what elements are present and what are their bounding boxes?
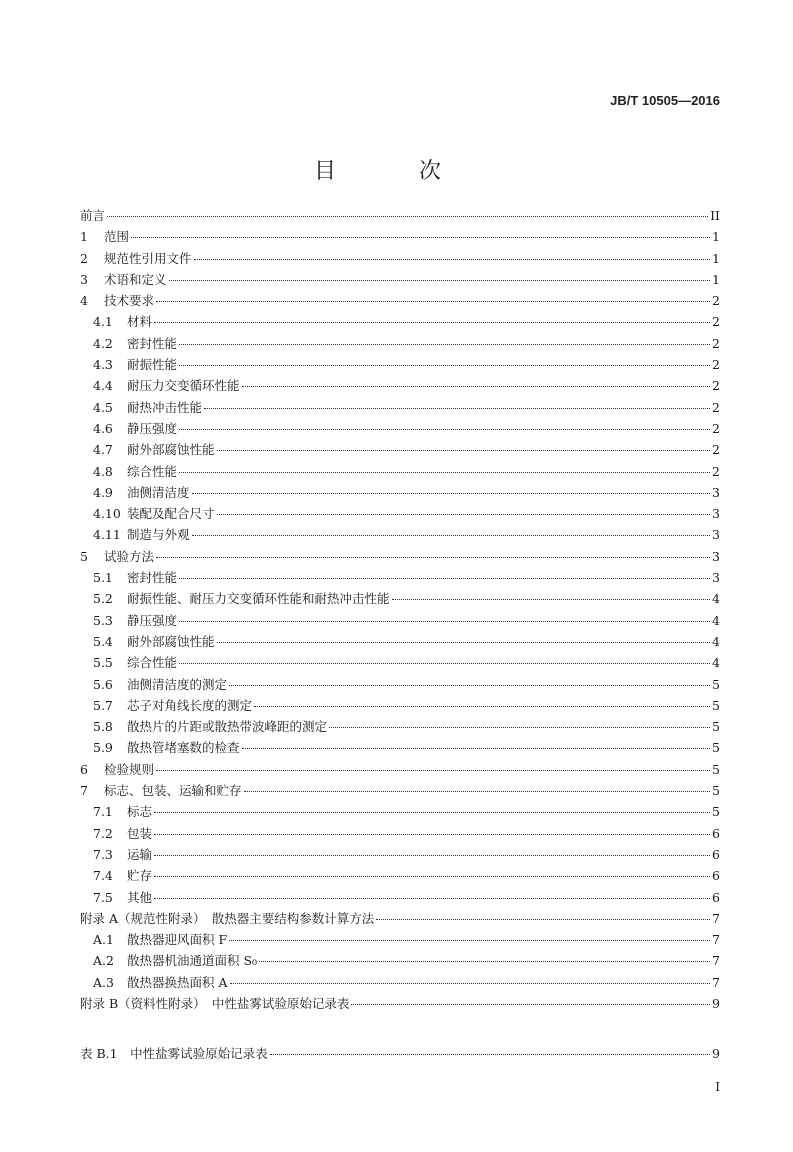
toc-entry-page: 4 <box>712 633 720 649</box>
toc-entry-title: 静压强度 <box>127 612 178 628</box>
toc-entry[interactable] <box>80 290 720 311</box>
toc-entry-page: 5 <box>712 697 720 713</box>
dot-leader <box>229 685 710 686</box>
toc-entry[interactable] <box>80 546 720 567</box>
toc-entry-number: 7.2 <box>93 825 113 841</box>
toc-entry-page: 2 <box>712 399 720 415</box>
toc-entry-title: 静压强度 <box>127 420 178 436</box>
toc-entry[interactable] <box>80 567 720 588</box>
toc-entry-page: 7 <box>712 953 720 969</box>
toc-entry[interactable] <box>80 950 720 971</box>
toc-entry-number: 7.1 <box>93 804 113 820</box>
toc-entry-number: 4.2 <box>93 335 113 351</box>
toc-entry-title: 装配及配合尺寸 <box>127 506 215 522</box>
toc-entry-number: 7.3 <box>93 846 113 862</box>
toc-entry[interactable] <box>80 248 720 269</box>
dot-leader <box>217 642 710 643</box>
toc-entry-title: 范围 <box>104 229 130 245</box>
toc-entry-page: 2 <box>712 442 720 458</box>
toc-entry-title: 油侧清洁度的测定 <box>127 676 228 692</box>
toc-entry-number: 4.5 <box>93 399 113 415</box>
dot-leader <box>351 1004 710 1005</box>
toc-entry-title: 散热器换热面积 A <box>127 974 228 990</box>
toc-entry[interactable] <box>80 610 720 631</box>
toc-entry[interactable] <box>80 205 720 226</box>
toc-entry-page: 2 <box>712 314 720 330</box>
toc-entry-title: 耐振性能 <box>127 357 178 373</box>
dot-leader <box>154 812 710 813</box>
toc-entry-number: A.1 <box>93 932 114 948</box>
toc-entry-page: II <box>710 208 720 223</box>
toc-entry-page: 6 <box>712 846 720 862</box>
toc-entry-page: 6 <box>712 889 720 905</box>
toc-entry-page: 2 <box>712 293 720 309</box>
dot-leader <box>179 472 710 473</box>
dot-leader <box>329 727 710 728</box>
toc-entry-page: 5 <box>712 761 720 777</box>
toc-entry-title: 芯子对角线长度的测定 <box>127 697 253 713</box>
toc-entry[interactable] <box>80 418 720 439</box>
toc-entry-page: 1 <box>712 271 720 287</box>
dot-leader <box>192 535 710 536</box>
toc-entry-title: 其他 <box>127 889 153 905</box>
toc-entry-number: 4.11 <box>93 527 121 543</box>
toc-entry[interactable] <box>80 972 720 993</box>
toc-entry[interactable] <box>80 908 720 929</box>
dot-leader <box>156 770 710 771</box>
toc-entry-page: 3 <box>712 527 720 543</box>
toc-entry[interactable] <box>80 269 720 290</box>
toc-entry-page: 3 <box>712 570 720 586</box>
toc-entry-number: 4 <box>80 293 88 309</box>
toc-entry[interactable] <box>80 652 720 673</box>
toc-entry-title: 检验规则 <box>104 761 155 777</box>
toc-entry-page: 5 <box>712 740 720 756</box>
dot-leader <box>229 940 710 941</box>
toc-entry-title: 制造与外观 <box>127 527 190 543</box>
dot-leader <box>194 259 710 260</box>
toc-entry-number: 2 <box>80 250 88 266</box>
dot-leader <box>204 408 710 409</box>
toc-entry-number: 5 <box>80 548 88 564</box>
toc-entry-title: 贮存 <box>127 868 153 884</box>
toc-entry[interactable] <box>80 716 720 737</box>
dot-leader <box>154 855 710 856</box>
dot-leader <box>259 961 710 962</box>
toc-entry-title: 散热片的片距或散热带波峰距的测定 <box>127 719 328 735</box>
dot-leader <box>179 365 710 366</box>
toc-entry[interactable] <box>80 737 720 758</box>
dot-leader <box>217 450 710 451</box>
toc-entry[interactable] <box>80 844 720 865</box>
toc-entry[interactable] <box>80 759 720 780</box>
toc-entry-title: 综合性能 <box>127 463 178 479</box>
toc-entry-title: 密封性能 <box>127 335 178 351</box>
toc-entry-title: 耐振性能、耐压力交变循环性能和耐热冲击性能 <box>127 591 390 607</box>
dot-leader <box>392 599 710 600</box>
dot-leader <box>192 493 710 494</box>
toc-entry-page: 9 <box>712 1046 720 1062</box>
toc-entry[interactable] <box>80 311 720 332</box>
toc-entry-title: 耐外部腐蚀性能 <box>127 633 215 649</box>
toc-entry-title: 试验方法 <box>104 548 155 564</box>
toc-entry-number: 4.1 <box>93 314 113 330</box>
dot-leader <box>217 514 710 515</box>
toc-entry-title: 附录 A（规范性附录） 散热器主要结构参数计算方法 <box>80 910 375 926</box>
dot-leader <box>242 748 710 749</box>
toc-entry-title: 综合性能 <box>127 655 178 671</box>
dot-leader <box>376 919 710 920</box>
toc-entry-page: 4 <box>712 591 720 607</box>
toc-entry-number: 5.9 <box>93 740 113 756</box>
toc-entry-number: 7.4 <box>93 868 113 884</box>
toc-entry-title: 密封性能 <box>127 570 178 586</box>
toc-entry-number: 4.3 <box>93 357 113 373</box>
toc-entry[interactable] <box>80 524 720 545</box>
dot-leader <box>154 898 710 899</box>
dot-leader <box>131 237 710 238</box>
toc-entry-title: 标志、包装、运输和贮存 <box>104 783 242 799</box>
toc-entry-title: 运输 <box>127 846 153 862</box>
toc-entry[interactable] <box>80 865 720 886</box>
dot-leader <box>179 578 710 579</box>
toc-entry-number: 3 <box>80 271 88 287</box>
toc-entry-title: 散热管堵塞数的检查 <box>127 740 240 756</box>
toc-entry[interactable] <box>80 631 720 652</box>
toc-entry-number: 7.5 <box>93 889 113 905</box>
toc-entry-number: 5.3 <box>93 612 113 628</box>
toc-entry-number: 4.4 <box>93 378 113 394</box>
dot-leader <box>270 1054 710 1055</box>
dot-leader <box>169 280 710 281</box>
toc-entry[interactable] <box>80 439 720 460</box>
dot-leader <box>179 344 710 345</box>
toc-entry-title: 表 B.1 中性盐雾试验原始记录表 <box>80 1046 268 1062</box>
toc-entry[interactable] <box>80 674 720 695</box>
toc-entry-number: 4.6 <box>93 420 113 436</box>
dot-leader <box>154 834 710 835</box>
toc-entry-title: 耐外部腐蚀性能 <box>127 442 215 458</box>
toc-entry-page: 1 <box>712 229 720 245</box>
dot-leader <box>156 557 710 558</box>
dot-leader <box>242 386 710 387</box>
toc-entry-title: 包装 <box>127 825 153 841</box>
toc-entry[interactable] <box>80 354 720 375</box>
toc-entry-page: 5 <box>712 783 720 799</box>
toc-entry-number: 4.8 <box>93 463 113 479</box>
toc-entry-number: 4.10 <box>93 506 121 522</box>
toc-entry-title: 前言 <box>80 208 106 223</box>
document-code: JB/T 10505—2016 <box>610 93 720 108</box>
toc-entry-title: 散热器迎风面积 F <box>127 932 228 948</box>
toc-entry[interactable] <box>80 887 720 908</box>
toc-entry[interactable] <box>80 993 720 1014</box>
toc-entry-page: 7 <box>712 932 720 948</box>
dot-leader <box>244 791 710 792</box>
toc-entry-page: 4 <box>712 655 720 671</box>
toc-entry-page: 3 <box>712 506 720 522</box>
dot-leader <box>254 706 710 707</box>
toc-entry-page: 4 <box>712 612 720 628</box>
toc-entry-number: 1 <box>80 229 88 245</box>
toc-entry[interactable] <box>80 503 720 524</box>
dot-leader <box>156 301 710 302</box>
toc-entry[interactable] <box>80 397 720 418</box>
toc-entry-title: 标志 <box>127 804 153 820</box>
toc-entry-number: 5.2 <box>93 591 113 607</box>
toc-entry-number: 5.1 <box>93 570 113 586</box>
dot-leader <box>154 322 710 323</box>
toc-entry-page: 1 <box>712 250 720 266</box>
table-of-contents <box>80 205 720 1065</box>
toc-entry-number: 5.7 <box>93 697 113 713</box>
toc-entry[interactable] <box>80 929 720 950</box>
toc-entry-number: 5.5 <box>93 655 113 671</box>
toc-entry-page: 9 <box>712 995 720 1011</box>
dot-leader <box>154 876 710 877</box>
toc-entry-page: 2 <box>712 357 720 373</box>
dot-leader <box>179 621 710 622</box>
toc-entry-title: 术语和定义 <box>104 271 167 287</box>
toc-entry-number: 5.6 <box>93 676 113 692</box>
toc-entry[interactable] <box>80 226 720 247</box>
dot-leader <box>107 216 708 217</box>
toc-entry-title: 规范性引用文件 <box>104 250 192 266</box>
toc-entry-title: 耐热冲击性能 <box>127 399 203 415</box>
toc-entry-title: 技术要求 <box>104 293 155 309</box>
toc-entry[interactable] <box>80 375 720 396</box>
toc-entry-page: 7 <box>712 910 720 926</box>
toc-entry-page: 6 <box>712 868 720 884</box>
toc-entry-number: 4.7 <box>93 442 113 458</box>
toc-entry[interactable] <box>80 461 720 482</box>
toc-entry-page: 5 <box>712 676 720 692</box>
toc-entry[interactable] <box>80 482 720 503</box>
toc-entry-title: 材料 <box>127 314 153 330</box>
toc-entry-number: A.2 <box>93 953 114 969</box>
toc-entry-number: 6 <box>80 761 88 777</box>
toc-entry[interactable] <box>80 823 720 844</box>
toc-entry[interactable] <box>80 780 720 801</box>
toc-entry-page: 2 <box>712 463 720 479</box>
toc-entry[interactable] <box>80 801 720 822</box>
toc-entry[interactable] <box>80 333 720 354</box>
toc-entry-page: 3 <box>712 548 720 564</box>
toc-entry-page: 6 <box>712 825 720 841</box>
toc-entry-page: 2 <box>712 335 720 351</box>
toc-entry-title: 耐压力交变循环性能 <box>127 378 240 394</box>
toc-entry[interactable] <box>80 1043 720 1064</box>
toc-entry-title: 附录 B（资料性附录） 中性盐雾试验原始记录表 <box>80 995 350 1011</box>
toc-entry-title: 油侧清洁度 <box>127 484 190 500</box>
toc-entry-page: 5 <box>712 804 720 820</box>
toc-entry[interactable] <box>80 695 720 716</box>
page-title: 目 次 <box>314 159 479 184</box>
toc-entry-number: 4.9 <box>93 484 113 500</box>
toc-entry-number: 5.4 <box>93 633 113 649</box>
toc-entry-title: 散热器机油通道面积 S₀ <box>127 953 258 969</box>
dot-leader <box>179 429 710 430</box>
toc-entry-page: 7 <box>712 974 720 990</box>
toc-entry-page: 3 <box>712 484 720 500</box>
dot-leader <box>179 663 710 664</box>
toc-entry-page: 5 <box>712 719 720 735</box>
toc-entry-number: 5.8 <box>93 719 113 735</box>
toc-entry-page: 2 <box>712 378 720 394</box>
toc-entry[interactable] <box>80 588 720 609</box>
toc-entry-number: 7 <box>80 783 88 799</box>
toc-entry-number: A.3 <box>93 974 114 990</box>
dot-leader <box>230 983 710 984</box>
page-number: I <box>715 1080 720 1094</box>
toc-entry-page: 2 <box>712 420 720 436</box>
